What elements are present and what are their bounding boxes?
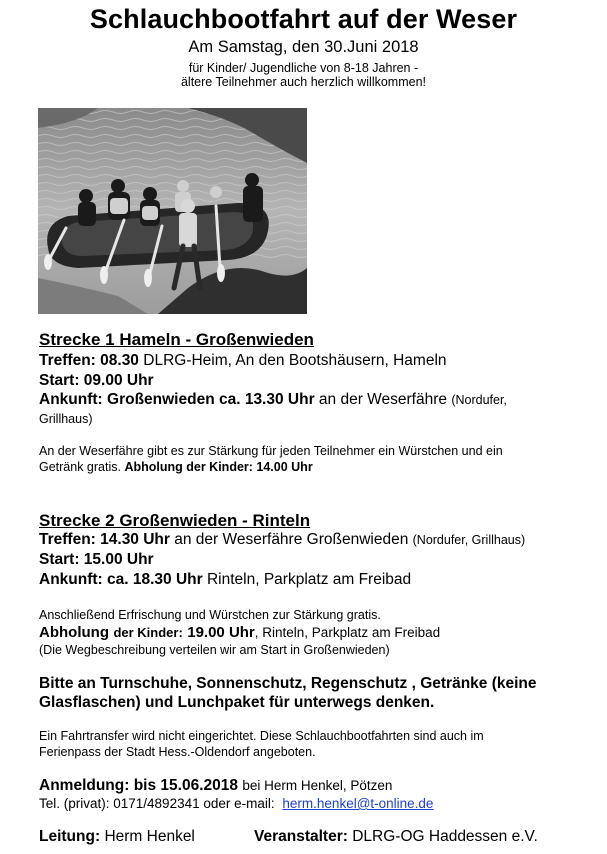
route2-directions: (Die Wegbeschreibung verteilen wir am Start in Großenwieden) (39, 643, 390, 657)
transfer-note: Ein Fahrtransfer wird nicht eingerichtet. Diese Schlauchbootfahrten sind auch im (39, 729, 484, 743)
route1-arrival (39, 391, 507, 409)
organizer-name: DLRG-OG Haddessen e.V. (352, 828, 538, 845)
route2-arrival-text: Rinteln, Parkplatz am Freibad (206, 571, 412, 588)
leader-name: Herm Henkel (104, 828, 195, 845)
route2-pickup-a: Abholung (39, 624, 109, 641)
route2-heading: Strecke 2 Großenwieden - Rinteln (39, 511, 311, 530)
route1-start: Start: 09.00 Uhr (39, 372, 154, 389)
route2-start: Start: 15.00 Uhr (39, 551, 154, 568)
transfer-note-2: Ferienpass der Stadt Hess.-Oldendorf angeboten. (39, 745, 316, 759)
route1-arrival-note: (Nordufer, (451, 393, 507, 407)
organizer-label: Veranstalter: (254, 828, 348, 845)
rafting-photo-icon (38, 108, 307, 314)
route2-pickup (39, 624, 440, 642)
route2-pickup-text: , Rinteln, Parkplatz am Freibad (254, 625, 441, 640)
route2-refreshment: Anschließend Erfrischung und Würstchen zur Stärkung gratis. (39, 608, 381, 622)
route1-arrival-text: an der Weserfähre (318, 391, 448, 408)
route2-pickup-b: der Kinder: (113, 625, 183, 640)
route1-meet-label: Treffen: 08.30 (39, 352, 139, 369)
page-title: Schlauchbootfahrt auf der Weser (89, 4, 518, 34)
registration (39, 777, 392, 795)
bring-line: Bitte an Turnschuhe, Sonnenschutz, Regenschutz , Getränke (keine (39, 675, 537, 692)
route1-info: An der Weserfähre gibt es zur Stärkung für jeden Teilnehmer ein Würstchen und ein (39, 444, 503, 458)
rafting-photo (38, 108, 307, 314)
route2-meet (39, 531, 525, 549)
organizer (254, 828, 538, 846)
route1-info-2 (39, 460, 313, 474)
route1-arrival-note-2: Grillhaus) (39, 412, 93, 426)
registration-label: Anmeldung: bis 15.06.2018 (39, 777, 238, 794)
route2-meet-text: an der Weserfähre Großenwieden (174, 531, 409, 548)
leader-label: Leitung: (39, 828, 101, 845)
route2-arrival (39, 571, 411, 589)
event-date: Am Samstag, den 30.Juni 2018 (188, 38, 419, 56)
bring-line-2: Glasflaschen) und Lunchpaket für unterwegs denken. (39, 694, 435, 711)
route1-heading: Strecke 1 Hameln - Großenwieden (39, 330, 314, 349)
leader (39, 828, 195, 846)
route1-pickup: Abholung der Kinder: 14.00 Uhr (124, 460, 313, 474)
phone-text: Tel. (privat): 0171/4892341 oder e-mail: (39, 796, 275, 811)
contact-line (39, 796, 433, 811)
audience-line-2: ältere Teilnehmer auch herzlich willkommen! (180, 75, 426, 89)
email-link[interactable]: herm.henkel@t-online.de (282, 796, 434, 811)
registration-text: bei Herm Henkel, Pötzen (242, 778, 393, 793)
route2-meet-label: Treffen: 14.30 Uhr (39, 531, 170, 548)
route1-meet (39, 352, 447, 370)
route1-arrival-label: Ankunft: Großenwieden ca. 13.30 Uhr (39, 391, 315, 408)
route1-meet-text: DLRG-Heim, An den Bootshäusern, Hameln (143, 352, 447, 369)
route2-pickup-c: 19.00 Uhr (187, 624, 255, 641)
route1-info-2-text: Getränk gratis. (39, 460, 121, 474)
route2-arrival-label: Ankunft: ca. 18.30 Uhr (39, 571, 203, 588)
audience-line: für Kinder/ Jugendliche von 8-18 Jahren - (188, 61, 419, 75)
route2-meet-note: (Nordufer, Grillhaus) (412, 533, 526, 547)
